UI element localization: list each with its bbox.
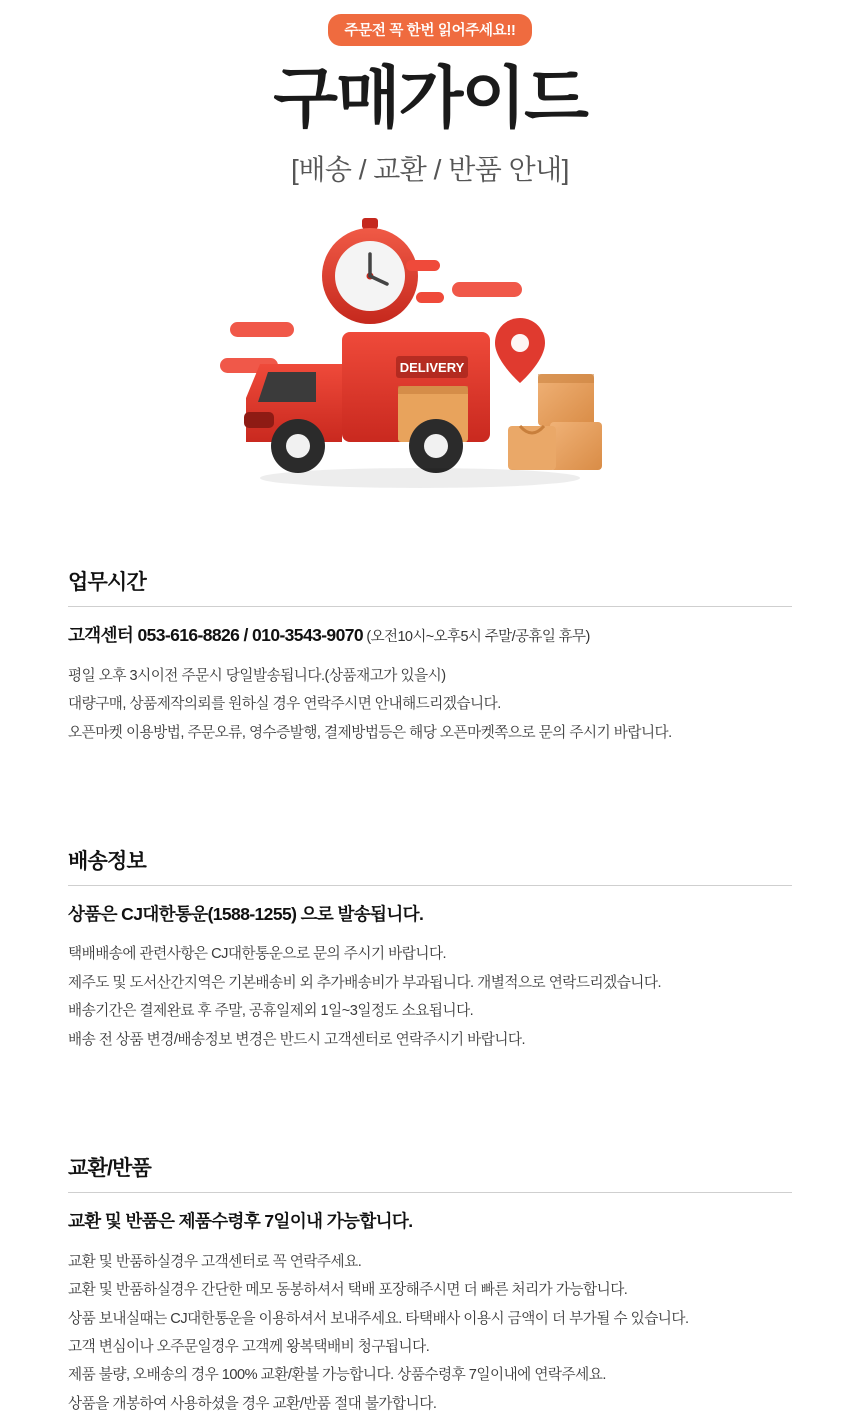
section-line: 상품 보내실때는 CJ대한통운을 이용하셔서 보내주세요. 타택배사 이용시 금액이 더 부가될 수 있습니다. [68,1310,689,1327]
section-lead [68,902,792,927]
section-line: 교환 및 반품하실경우 간단한 메모 동봉하셔서 택배 포장해주시면 더 빠른 처리가 가능합니다. [68,1282,628,1299]
section-business-hours [68,566,792,747]
section-line: 택배배송에 관련사항은 CJ대한통운으로 문의 주시기 바랍니다. [68,946,447,963]
ground-shadow [260,468,580,488]
section-line: 상품을 개봉하여 사용하셨을 경우 교환/반품 절대 불가합니다. [68,1395,437,1412]
location-pin-icon [495,318,545,383]
section-shipping-info [68,845,792,1054]
spacer [68,747,792,799]
delivery-illustration [0,206,860,506]
truck-label: DELIVERY [399,360,465,376]
section-lead-bold: 상품은 CJ대한통운(1588-1255) 으로 발송됩니다. [68,904,424,925]
stopwatch-icon [322,218,444,324]
section-line: 대량구매, 상품제작의뢰를 원하실 경우 연락주시면 안내해드리겠습니다. [68,696,501,713]
section-line: 제주도 및 도서산간지역은 기본배송비 외 추가배송비가 부과됩니다. 개별적으로 연락드리겠습니다. [68,974,662,991]
spacer [68,1054,792,1106]
section-lead [68,1209,792,1234]
hero-section [0,0,860,188]
section-line: 교환 및 반품하실경우 고객센터로 꼭 연락주세요. [68,1253,362,1270]
delivery-truck-illustration-svg [220,206,640,506]
section-line: 배송 전 상품 변경/배송정보 변경은 반드시 고객센터로 연락주시기 바랍니다. [68,1031,526,1048]
section-divider [68,885,792,886]
speed-line-right-icon [452,282,522,297]
section-lead-bold: 고객센터 053-616-8826 / 010-3543-9070 [68,625,363,646]
section-divider [68,1192,792,1193]
hero-ribbon-badge: 주문전 꼭 한번 읽어주세요!! [328,14,531,46]
section-exchange-return [68,1152,792,1418]
section-line: 배송기간은 결제완료 후 주말, 공휴일제외 1일~3일정도 소요됩니다. [68,1003,474,1020]
section-title: 배송정보 [68,850,146,874]
section-divider [68,606,792,607]
page-subtitle: [배송 / 교환 / 반품 안내] [291,154,569,186]
section-line: 고객 변심이나 오주문일경우 고객께 왕복택배비 청구됩니다. [68,1339,430,1355]
section-line: 평일 오후 3시이전 주문시 당일발송됩니다.(상품재고가 있을시) [68,667,446,684]
section-line: 오픈마켓 이용방법, 주문오류, 영수증발행, 결제방법등은 해당 오픈마켓쪽으로 문의 주시기 바랍니다. [68,724,672,741]
section-title: 교환/반품 [68,1157,151,1181]
section-lead [68,623,792,648]
page-title: 구매가이드 [273,61,587,136]
cargo-boxes-icon [508,374,602,470]
section-lead-bold: 교환 및 반품은 제품수령후 7일이내 가능합니다. [68,1211,413,1232]
section-line: 제품 불량, 오배송의 경우 100% 교환/환불 가능합니다. 상품수령후 7일이내에 연락주세요. [68,1367,606,1384]
content-area [0,566,860,1418]
section-title: 업무시간 [68,571,146,595]
section-lead-normal: (오전10시~오후5시 주말/공휴일 휴무) [362,629,590,646]
